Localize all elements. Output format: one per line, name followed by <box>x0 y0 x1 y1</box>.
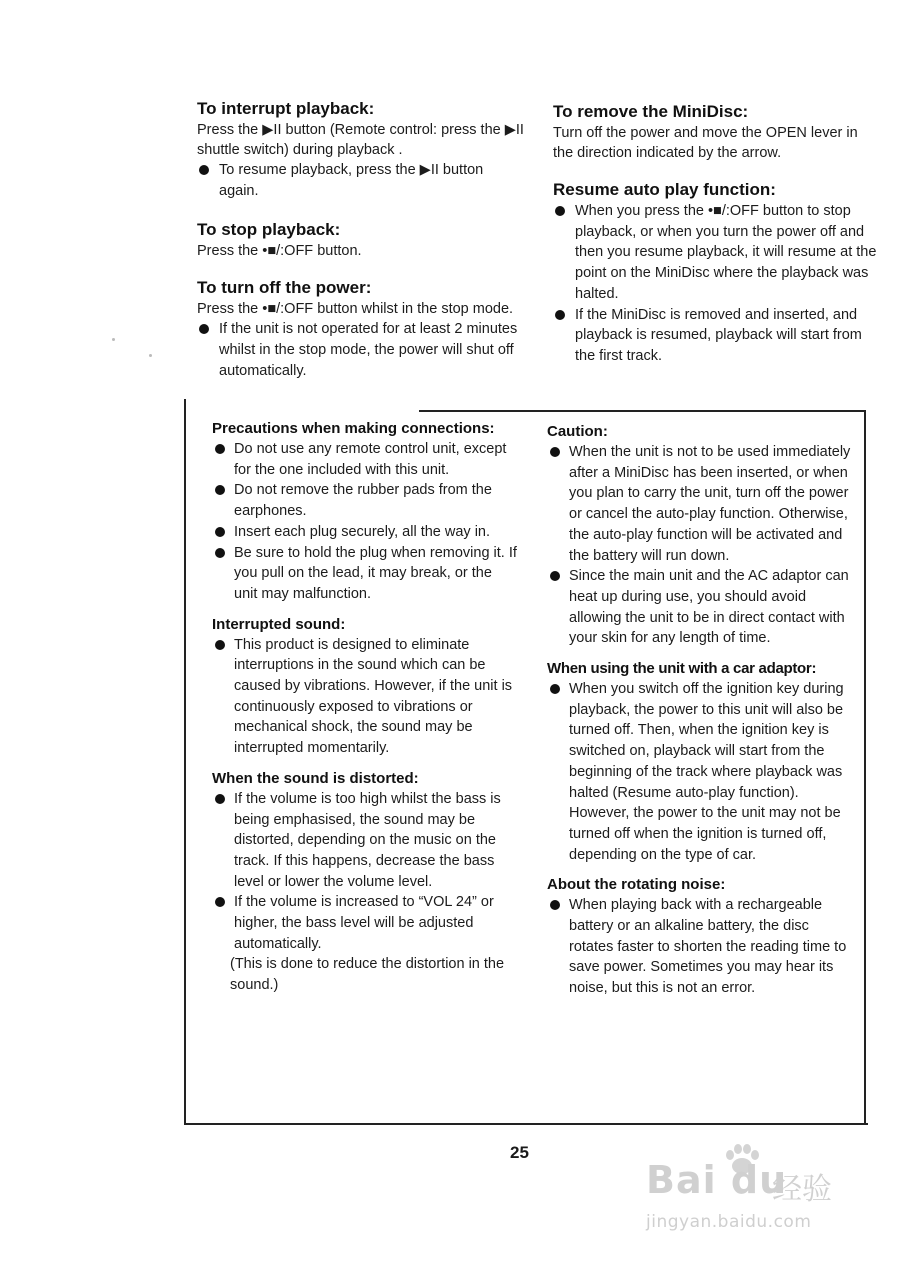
bullet-icon <box>199 165 209 175</box>
bullet-icon <box>555 206 565 216</box>
list-item: This product is designed to eliminate interruptions in the sound which can be caused by vibrations. However, if the unit is continuously exposed to vibrations or mechanical shock, the sound may be interrupted momentarily. <box>212 635 519 759</box>
bullet-icon <box>550 900 560 910</box>
baidu-watermark <box>640 1140 860 1250</box>
interrupt-playback-body: Press the ▶II button (Remote control: press the ▶II shuttle switch) during playback . <box>197 122 524 158</box>
bullet-icon <box>215 897 225 907</box>
section-title-interrupted-sound: Interrupted sound: <box>212 615 346 633</box>
list-item: When you switch off the ignition key during playback, the power to this unit will also be turned off. Then, when the ignition key is switched on, playback will start from the beginning of the track where playback was halted (Resume auto-play function). However, the power to the unit may not be turned off when the ignition is turned off, depending on the type of car. <box>547 679 853 865</box>
bullet-icon <box>215 794 225 804</box>
precautions-bullets <box>212 439 519 605</box>
resume-auto-play-bullets <box>553 201 879 367</box>
bullet-icon <box>215 548 225 558</box>
section-title-car-adaptor: When using the unit with a car adaptor: <box>547 660 817 678</box>
right-top-column <box>553 101 879 367</box>
box-right-border <box>864 410 866 1125</box>
bullet-icon <box>555 310 565 320</box>
section-title-precautions: Precautions when making connections: <box>212 420 495 437</box>
section-title-turn-off-power: To turn off the power: <box>197 278 372 298</box>
list-item: When playing back with a rechargeable battery or an alkaline battery, the disc rotates faster to shorten the reading time to save power. Sometimes you may hear its noise, but this is not an error. <box>547 895 853 999</box>
list-item: Be sure to hold the plug when removing it. If you pull on the lead, it may break, or the unit may malfunction. <box>212 543 519 605</box>
sound-distorted-bullets <box>212 789 519 955</box>
list-item: Since the main unit and the AC adaptor can heat up during use, you should avoid allowing the unit to be in direct contact with your skin for any length of time. <box>547 566 853 649</box>
list-item: Insert each plug securely, all the way in. <box>212 522 519 543</box>
list-item: When the unit is not to be used immediately after a MiniDisc has been inserted, or when you plan to carry the unit, turn off the power or cancel the auto-play function. Otherwise, the auto-play function will be activated and the battery will run down. <box>547 442 853 566</box>
interrupt-playback-bullets <box>197 160 524 201</box>
bullet-icon <box>215 485 225 495</box>
section-title-remove-minidisc: To remove the MiniDisc: <box>553 102 749 121</box>
list-item: If the volume is increased to “VOL 24” or higher, the bass level will be adjusted automatically. <box>212 892 519 954</box>
turn-off-power-body: Press the •■/:OFF button whilst in the stop mode. <box>197 301 514 318</box>
bullet-icon <box>550 447 560 457</box>
watermark-cn: 经验 <box>772 1172 832 1207</box>
list-item: If the unit is not operated for at least 2 minutes whilst in the stop mode, the power will shut off automatically. <box>197 319 524 381</box>
box-right-column <box>547 422 853 999</box>
section-title-sound-distorted: When the sound is distorted: <box>212 769 419 787</box>
watermark-logo: Bai du <box>646 1158 788 1202</box>
list-item: If the MiniDisc is removed and inserted, and playback is resumed, playback will start from the first track. <box>553 305 879 367</box>
watermark-url: jingyan.baidu.com <box>646 1212 812 1232</box>
scan-speck <box>112 338 115 341</box>
section-title-caution: Caution: <box>547 423 608 440</box>
list-item: Do not use any remote control unit, except for the one included with this unit. <box>212 439 519 480</box>
interrupted-sound-bullets <box>212 635 519 759</box>
section-title-resume-auto-play: Resume auto play function: <box>553 180 776 199</box>
list-item: When you press the •■/:OFF button to stop playback, or when you turn the power off and then you resume playback, it will resume at the point on the MiniDisc where the playback was halted. <box>553 201 879 305</box>
section-title-rotating-noise: About the rotating noise: <box>547 876 726 894</box>
bullet-icon <box>215 444 225 454</box>
turn-off-power-bullets <box>197 319 524 381</box>
bullet-icon <box>199 324 209 334</box>
bullet-icon <box>550 684 560 694</box>
car-adaptor-bullets <box>547 679 853 865</box>
list-item: To resume playback, press the ▶II button again. <box>197 160 524 201</box>
left-top-column <box>197 98 524 382</box>
bullet-icon <box>550 571 560 581</box>
scan-speck <box>149 354 152 357</box>
page-number: 25 <box>510 1143 529 1162</box>
remove-minidisc-body: Turn off the power and move the OPEN lever in the direction indicated by the arrow. <box>553 125 858 161</box>
distortion-note: (This is done to reduce the distortion in the sound.) <box>230 956 505 994</box>
stop-playback-body: Press the •■/:OFF button. <box>197 243 362 260</box>
list-item: If the volume is too high whilst the bass is being emphasised, the sound may be distorted, depending on the music on the track. If this happens, decrease the bass level or lower the volume level. <box>212 789 519 893</box>
box-left-column <box>212 419 519 996</box>
caution-bullets <box>547 442 853 649</box>
bullet-icon <box>215 527 225 537</box>
list-item: Do not remove the rubber pads from the earphones. <box>212 480 519 521</box>
section-title-interrupt-playback: To interrupt playback: <box>197 99 375 118</box>
section-title-stop-playback: To stop playback: <box>197 220 341 240</box>
rotating-noise-bullets <box>547 895 853 999</box>
bullet-icon <box>215 640 225 650</box>
box-top-border <box>419 410 866 412</box>
